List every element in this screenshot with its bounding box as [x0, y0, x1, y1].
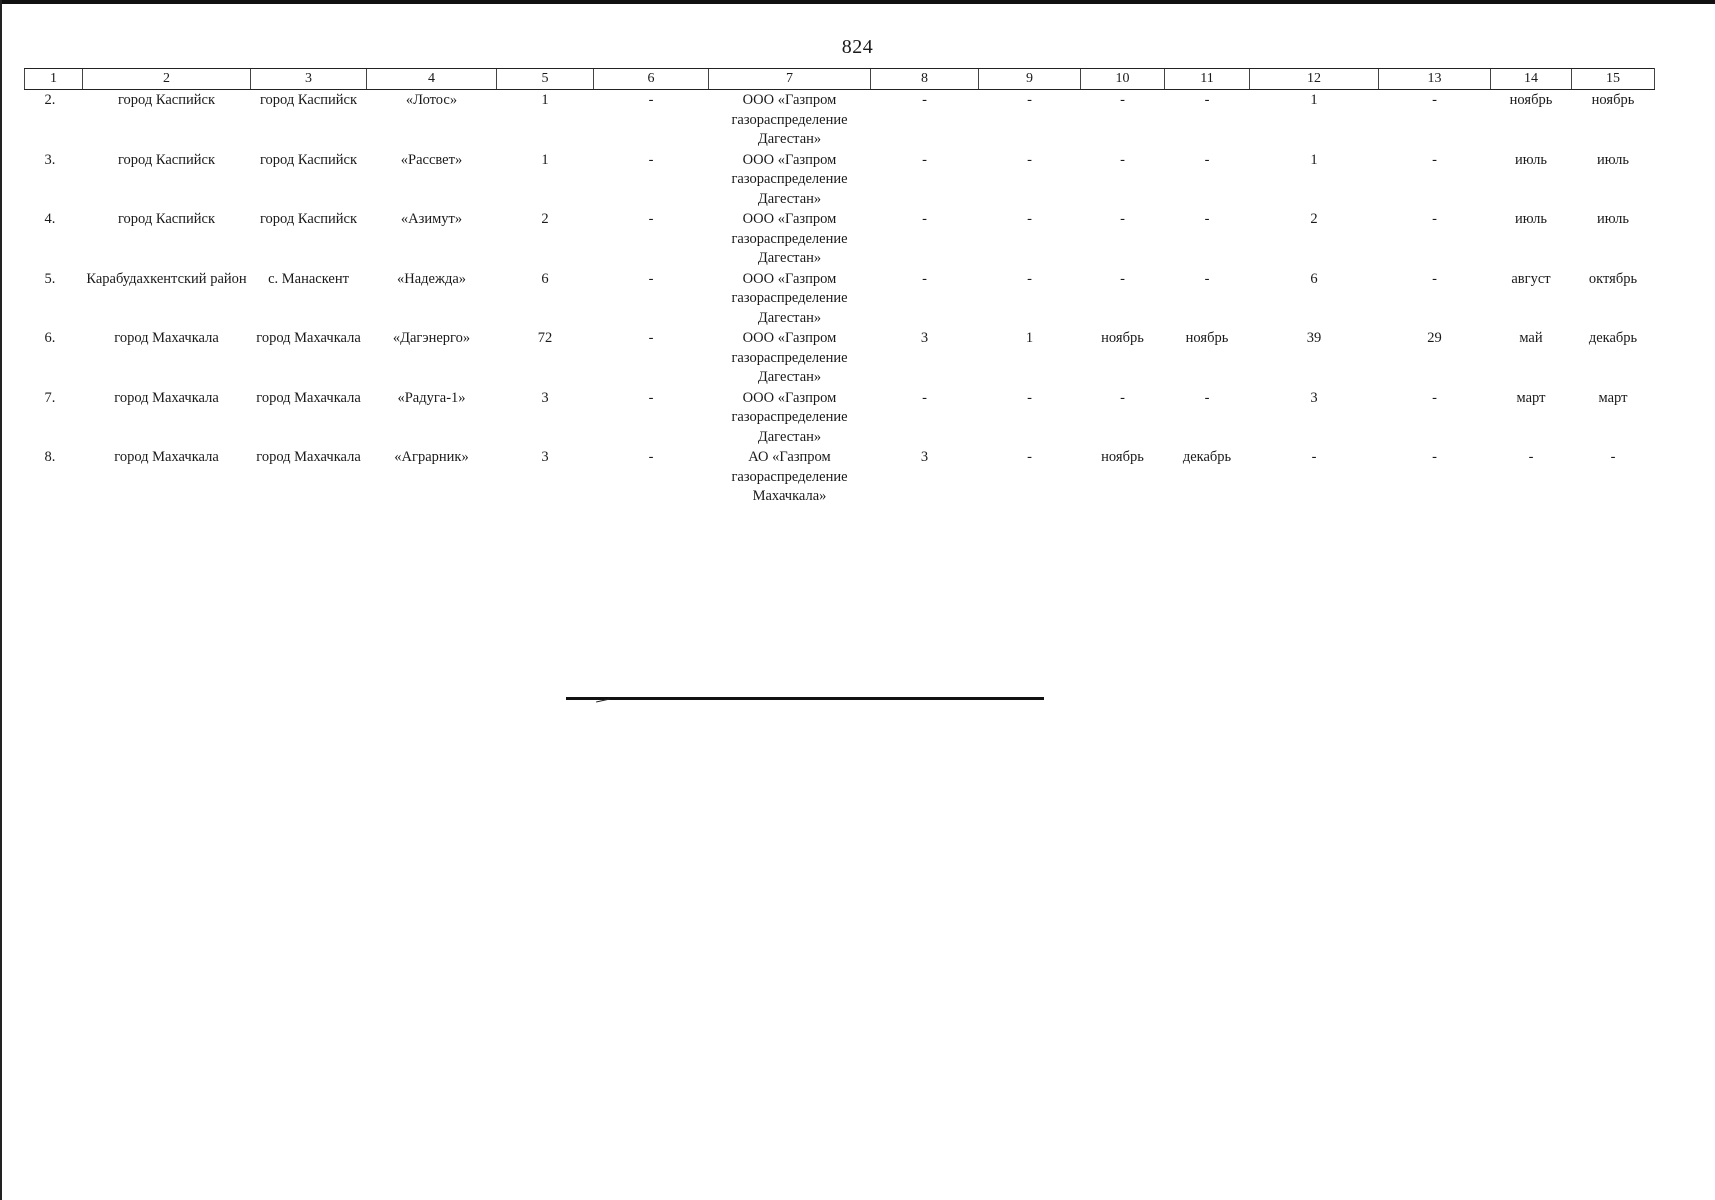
column-header-1: 1	[25, 69, 83, 90]
table-cell-col-9: 1	[1025, 330, 1034, 346]
table-cell-col-district: город Каспийск	[117, 151, 216, 168]
table-cell-col-6: -	[648, 449, 654, 465]
table-cell-col-organization: ООО «Газпром газораспределение Дагестан»	[731, 330, 848, 385]
table-cell-col-6: -	[648, 270, 654, 287]
table-cell-col-8: 3	[920, 449, 929, 465]
table-cell-col-row-number: 8.	[44, 449, 56, 465]
column-header-10: 10	[1081, 69, 1165, 90]
table-cell-col-district: город Каспийск	[117, 211, 216, 227]
table-cell-col-6: -	[648, 330, 654, 346]
table-cell-col-14: -	[1528, 449, 1534, 465]
table-cell-col-settlement: город Махачкала	[256, 389, 361, 406]
table-row	[25, 269, 1655, 329]
table-cell-col-9: -	[1027, 449, 1032, 465]
table-cell-col-8: -	[922, 92, 927, 108]
table-cell-col-13: -	[1432, 270, 1437, 287]
column-header-6: 6	[594, 69, 709, 90]
table-cell-col-8: -	[922, 389, 927, 406]
table-cell-col-5: 72	[537, 330, 553, 346]
table-cell-col-5: 2	[541, 211, 549, 227]
table-cell-col-organization: ООО «Газпром газораспределение Дагестан»	[731, 92, 848, 147]
table-cell-col-15: июль	[1596, 151, 1630, 168]
table-row	[25, 209, 1655, 269]
table-cell-col-9: -	[1027, 92, 1032, 108]
table-cell-col-settlement: город Махачкала	[256, 449, 361, 465]
table-cell-col-organization: АО «Газпром газораспределение Махачкала»	[731, 449, 848, 504]
table-cell-col-6: -	[648, 92, 654, 108]
table-cell-col-object: «Азимут»	[400, 211, 463, 227]
table-cell-col-11: -	[1204, 270, 1210, 287]
table-cell-col-row-number: 5.	[44, 270, 56, 287]
column-header-13: 13	[1379, 69, 1491, 90]
column-header-4: 4	[367, 69, 497, 90]
column-header-15: 15	[1572, 69, 1655, 90]
table-cell-col-9: -	[1027, 389, 1032, 406]
table-cell-col-9: -	[1027, 151, 1032, 168]
table-cell-col-settlement: город Махачкала	[256, 330, 361, 346]
table-cell-col-organization: ООО «Газпром газораспределение Дагестан»	[731, 151, 848, 207]
table-cell-col-13: -	[1432, 389, 1437, 406]
column-header-3: 3	[251, 69, 367, 90]
table-row	[25, 447, 1655, 511]
table-cell-col-9: -	[1027, 211, 1032, 227]
table-cell-col-10: -	[1120, 270, 1125, 287]
table-cell-col-13: 29	[1427, 330, 1442, 346]
signature-line	[566, 697, 1044, 700]
table-cell-col-15: декабрь	[1588, 330, 1638, 346]
table-cell-col-object: «Надежда»	[396, 270, 467, 287]
table-cell-col-8: -	[922, 270, 927, 287]
table-cell-col-district: город Каспийск	[117, 92, 216, 108]
table-cell-col-district: город Махачкала	[114, 330, 219, 346]
table-cell-col-5: 3	[541, 449, 549, 465]
table-cell-col-11: -	[1204, 389, 1210, 406]
page-top-border	[0, 0, 1715, 4]
table-cell-col-10: -	[1120, 389, 1125, 406]
table-cell-col-15: октябрь	[1588, 270, 1638, 287]
table-cell-col-10: ноябрь	[1101, 330, 1144, 346]
table-cell-col-11: ноябрь	[1185, 330, 1229, 346]
table-cell-col-11: -	[1204, 151, 1210, 168]
table-cell-col-district: Карабудахкентский район	[86, 270, 247, 287]
table-cell-col-5: 6	[541, 270, 549, 287]
column-header-5: 5	[497, 69, 594, 90]
table-cell-col-organization: ООО «Газпром газораспределение Дагестан»	[731, 211, 848, 266]
table-cell-col-5: 3	[541, 389, 549, 406]
table-cell-col-5: 1	[541, 151, 549, 168]
table-cell-col-15: -	[1610, 449, 1616, 465]
table-cell-col-10: -	[1120, 92, 1125, 108]
table-row	[25, 388, 1655, 448]
table-row	[25, 150, 1655, 210]
column-number-header-row	[25, 69, 1655, 90]
table-cell-col-14: июль	[1514, 151, 1548, 168]
table-cell-col-15: ноябрь	[1591, 92, 1635, 108]
table-row	[25, 328, 1655, 388]
table-cell-col-row-number: 7.	[44, 389, 56, 406]
table-cell-col-object: «Рассвет»	[400, 151, 463, 168]
table-cell-col-12: -	[1311, 449, 1317, 465]
table-cell-col-object: «Дагэнерго»	[392, 330, 471, 346]
table-cell-col-11: декабрь	[1182, 449, 1232, 465]
page-left-border	[0, 0, 2, 1200]
column-header-8: 8	[871, 69, 979, 90]
table-cell-col-15: июль	[1596, 211, 1630, 227]
column-header-12: 12	[1250, 69, 1379, 90]
table-cell-col-14: август	[1511, 270, 1551, 287]
table-cell-col-14: май	[1519, 330, 1543, 346]
table-cell-col-11: -	[1204, 92, 1210, 108]
table-cell-col-organization: ООО «Газпром газораспределение Дагестан»	[731, 389, 848, 445]
table-cell-col-row-number: 3.	[44, 151, 56, 168]
table-cell-col-10: ноябрь	[1101, 449, 1144, 465]
column-header-14: 14	[1491, 69, 1572, 90]
table-cell-col-object: «Аграрник»	[394, 449, 469, 465]
table-cell-col-6: -	[648, 211, 654, 227]
gasification-schedule-table	[24, 68, 1655, 511]
table-cell-col-13: -	[1432, 92, 1437, 108]
table-cell-col-district: город Махачкала	[114, 449, 219, 465]
column-header-9: 9	[979, 69, 1081, 90]
table-cell-col-row-number: 4.	[44, 211, 56, 227]
table-cell-col-13: -	[1432, 151, 1437, 168]
table-cell-col-object: «Радуга-1»	[397, 389, 466, 406]
table-cell-col-row-number: 2.	[44, 92, 56, 108]
table-cell-col-organization: ООО «Газпром газораспределение Дагестан»	[731, 270, 848, 326]
table-cell-col-13: -	[1432, 449, 1437, 465]
table-cell-col-12: 1	[1310, 92, 1318, 108]
table-cell-col-14: июль	[1514, 211, 1548, 227]
table-cell-col-14: ноябрь	[1509, 92, 1553, 108]
table-cell-col-12: 3	[1310, 389, 1318, 406]
table-cell-col-10: -	[1120, 151, 1125, 168]
table-cell-col-12: 2	[1310, 211, 1318, 227]
table-cell-col-6: -	[648, 389, 654, 406]
table-cell-col-11: -	[1204, 211, 1210, 227]
table-cell-col-9: -	[1027, 270, 1032, 287]
column-header-7: 7	[709, 69, 871, 90]
table-cell-col-10: -	[1120, 211, 1125, 227]
page-number: 824	[841, 36, 874, 58]
table-cell-col-15: март	[1598, 389, 1628, 406]
table-cell-col-settlement: с. Манаскент	[268, 270, 349, 287]
table-cell-col-13: -	[1432, 211, 1437, 227]
table-cell-col-object: «Лотос»	[405, 92, 458, 108]
table-cell-col-8: -	[922, 151, 927, 168]
table-cell-col-settlement: город Каспийск	[259, 211, 358, 227]
table-cell-col-12: 6	[1310, 270, 1318, 287]
table-cell-col-12: 1	[1310, 151, 1318, 168]
table-cell-col-settlement: город Каспийск	[259, 92, 358, 108]
table-cell-col-district: город Махачкала	[114, 389, 219, 406]
table-cell-col-12: 39	[1306, 330, 1322, 346]
table-cell-col-settlement: город Каспийск	[259, 151, 358, 168]
table-cell-col-row-number: 6.	[44, 330, 56, 346]
table-cell-col-14: март	[1516, 389, 1546, 406]
table-row	[25, 90, 1655, 150]
table-cell-col-5: 1	[541, 92, 549, 108]
column-header-11: 11	[1165, 69, 1250, 90]
column-header-2: 2	[83, 69, 251, 90]
table-cell-col-8: 3	[920, 330, 929, 346]
table-cell-col-6: -	[648, 151, 654, 168]
table-cell-col-8: -	[922, 211, 927, 227]
